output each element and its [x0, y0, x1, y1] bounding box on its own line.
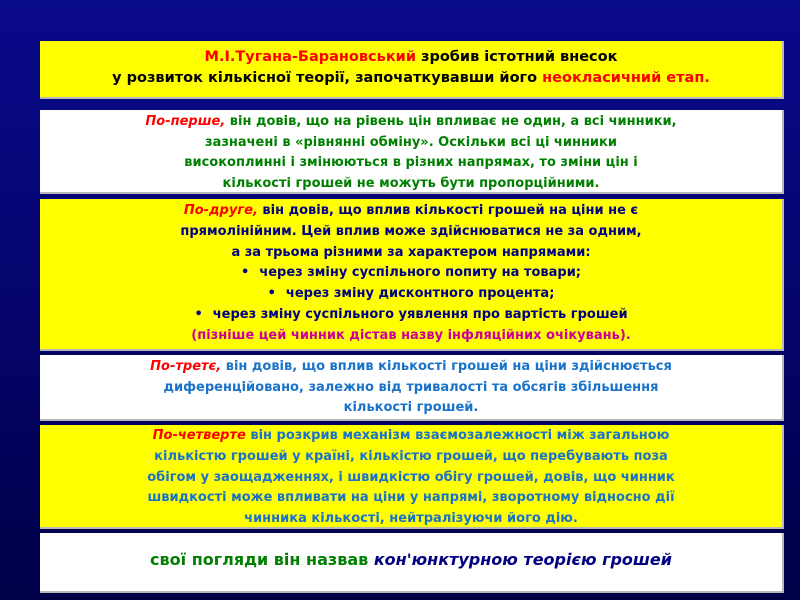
first-point-line-2: зазначені в «рівнянні обміну». Оскільки всі ці чинники	[205, 134, 617, 150]
fourth-point-box	[40, 425, 784, 529]
second-point-text-1: він довів, що вплив кількості грошей на ціни не є	[257, 203, 639, 218]
third-point-box	[40, 355, 784, 421]
title-line-2-text: у розвиток кількісної теорії, започаткувавши його	[112, 70, 543, 86]
second-point-label: По-друге,	[183, 203, 258, 218]
inflation-expectations-note: (пізніше цей чинник дістав назву інфляційних очікувань).	[191, 327, 631, 343]
title-box	[40, 41, 784, 99]
fourth-point-line-1	[40, 426, 782, 447]
bullet-text: через зміну суспільного уявлення про вартість грошей	[212, 306, 628, 322]
second-point-line-3: а за трьома різними за характером напрямами:	[231, 244, 591, 260]
neoclassical-stage-highlight: неокласичний етап.	[542, 70, 710, 86]
conclusion-box	[40, 533, 784, 593]
fourth-point-line-5: чинника кількості, нейтралізуючи його дію.	[244, 511, 578, 527]
first-point-line-3: високоплинні і змінюються в різних напрямах, то зміни цін і	[184, 155, 638, 170]
first-point-text-1: він довів, що на рівень цін впливає не один, а всі чинники,	[225, 114, 677, 129]
third-point-line-2: диференційовано, залежно від тривалості та обсягів збільшення	[163, 379, 659, 395]
second-point-line-2: прямолінійним. Цей вплив може здійснюватися не за одним,	[180, 223, 642, 239]
author-name: М.І.Тугана-Барановський	[204, 49, 416, 65]
bullet-item	[40, 263, 782, 284]
first-point-line-1	[40, 112, 782, 133]
conclusion-line	[40, 549, 782, 571]
title-line-1	[40, 47, 782, 68]
third-point-label: По-третє,	[150, 359, 222, 374]
fourth-point-line-3: обігом у заощадженнях, і швидкістю обігу грошей, довів, що чинник	[147, 469, 675, 485]
conjuncture-theory-highlight: кон'юнктурною теорією грошей	[373, 550, 672, 569]
bullet-icon: •	[194, 306, 203, 322]
third-point-line-1	[40, 357, 782, 378]
first-point-box	[40, 110, 784, 194]
title-line-1-text: зробив істотний внесок	[415, 49, 618, 65]
fourth-point-text-1: він розкрив механізм взаємозалежності між загальною	[245, 428, 670, 443]
conclusion-text: свої погляди він назвав	[150, 550, 374, 569]
bullet-item	[40, 305, 782, 326]
first-point-label: По-перше,	[145, 114, 226, 129]
bullet-icon: •	[241, 265, 250, 281]
second-point-box	[40, 199, 784, 351]
bullet-text: через зміну суспільного попиту на товари;	[259, 265, 581, 281]
fourth-point-line-2: кількістю грошей у країні, кількістю грошей, що перебувають поза	[154, 448, 668, 464]
first-point-line-4: кількості грошей не можуть бути пропорційними.	[222, 175, 600, 191]
third-point-text-1: він довів, що вплив кількості грошей на ціни здійснюється	[221, 359, 672, 374]
third-point-line-3: кількості грошей.	[343, 400, 479, 415]
bullet-text: через зміну дисконтного процента;	[285, 286, 555, 302]
second-point-line-1	[40, 201, 782, 222]
fourth-point-label: По-четверте	[152, 428, 246, 443]
bullet-item	[40, 284, 782, 305]
title-line-2	[40, 68, 782, 89]
fourth-point-line-4: швидкості може впливати на ціни у напрямі, зворотному відносно дії	[147, 490, 675, 506]
bullet-icon: •	[267, 286, 276, 302]
